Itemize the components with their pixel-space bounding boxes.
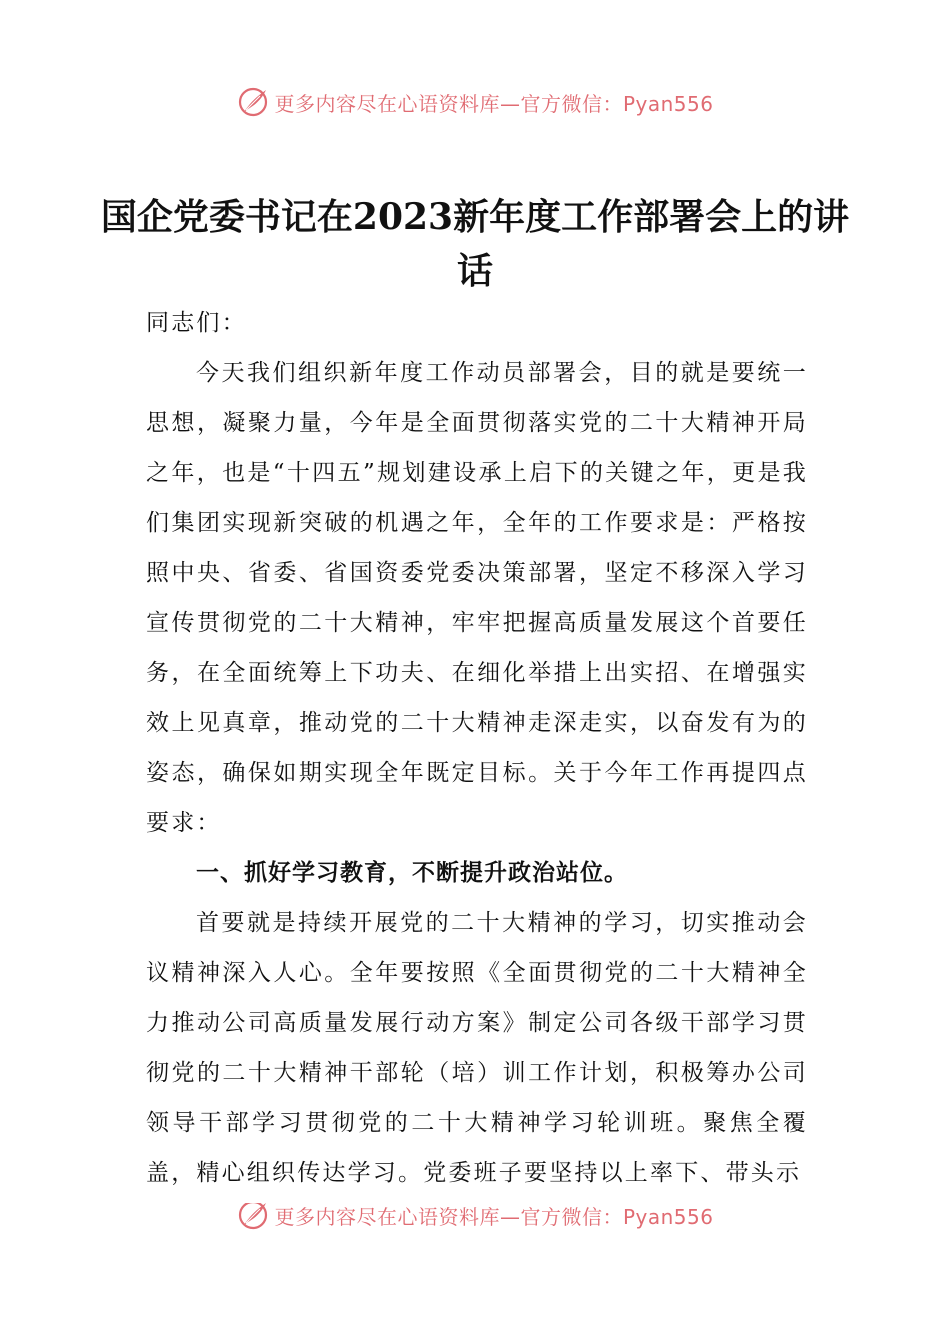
paragraph-2: 首要就是持续开展党的二十大精神的学习，切实推动会议精神深入人心。全年要按照《全面贯彻党的二十大精神全力推动公司高质量发展行动方案》制定公司各级干部学习贯彻党的二十大精神干部轮（培）训工作计划，积极筹办公司领导干部学习贯彻党的二十大精神学习轮训班。聚焦全覆盖，精心组织传达学习。党委班子要坚持以上率下、带头示 [146, 910, 808, 1186]
header-watermark [0, 82, 950, 122]
document-body [146, 298, 808, 1198]
watermark-text: 更多内容尽在心语资料库—官方微信：Pyan556 [274, 91, 714, 116]
feather-pen-logo-icon [236, 1203, 270, 1232]
section-heading-1: 一、抓好学习教育，不断提升政治站位。 [196, 860, 628, 886]
footer-watermark [0, 1203, 950, 1239]
paragraph-1: 今天我们组织新年度工作动员部署会，目的就是要统一思想，凝聚力量，今年是全面贯彻落实党的二十大精神开局之年，也是“十四五”规划建设承上启下的关键之年，更是我们集团实现新突破的机遇之年，全年的工作要求是：严格按照中央、省委、省国资委党委决策部署，坚定不移深入学习宣传贯彻党的二十大精神，牢牢把握高质量发展这个首要任务，在全面统筹上下功夫、在细化举措上出实招、在增强实效上见真章，推动党的二十大精神走深走实，以奋发有为的姿态，确保如期实现全年既定目标。关于今年工作再提四点要求： [146, 360, 808, 836]
document-title: 国企党委书记在2023新年度工作部署会上的讲话 [100, 196, 850, 292]
watermark-text: 更多内容尽在心语资料库—官方微信：Pyan556 [274, 1204, 714, 1229]
salutation: 同志们： [146, 310, 247, 336]
feather-pen-logo-icon [236, 85, 270, 119]
